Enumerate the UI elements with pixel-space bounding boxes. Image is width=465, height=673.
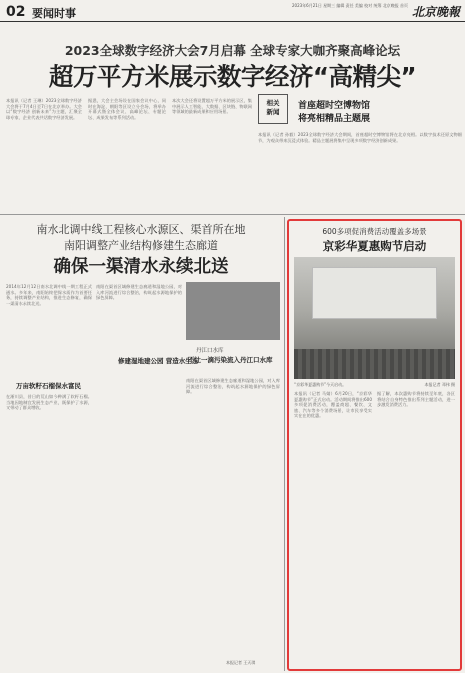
column-divider [284,217,285,671]
left-story-subhead-3-line-1: 修建湿地建公园 营造水生态 [118,357,199,365]
left-story-kicker-1: 南水北调中线工程核心水源区、渠首所在地 [36,223,246,236]
highlight-kicker: 600多项促消费活动覆盖多场景 [322,227,427,236]
section-divider [0,214,465,215]
left-story-body-2: 在淅川县，昔日的荒山如今种满了软籽石榴。当地因地制宜发展生态产业，既保护了水源，又带动了群众增收。 [6,394,92,410]
left-story-photo [186,282,280,340]
issue-meta: 2023年6月21日 星期三 编辑 责任 美编 校对 统筹 北京晚报 首页 [292,3,408,8]
highlighted-story-box[interactable] [287,219,462,671]
highlight-body-1: 本报讯（记者 马婧）6月20日，“京彩华夏惠购节”正式启动。活动期间将推出600多项促消费活动，覆盖商超、餐饮、文旅、汽车等多个消费场景，让市民享受实实在在的优惠。 [294,391,372,418]
page-header [0,0,465,22]
related-news-body: 本报讯（记者 孙毅）2023全球数字经济大会期间，首座超时空博物馆将在北京亮相。以数字技术还原文物细节，为观众带来沉浸式体验。精品主题展将集中呈现多项数字经济创新成果。 [258,132,462,143]
related-news-title-line-2: 将亮相精品主题展 [298,114,371,124]
top-story-col-1: 本报讯（记者 王琳）2023全球数字经济大会将于7月4日至7日在北京举办。大会以“数字经济 创新未来”为主题，汇聚全球专家、企业代表共话数字经济发展。 [6,98,82,120]
related-news-title-line-1: 首座超时空博物馆 [298,101,371,111]
top-story-col-2: 据悉，大会主会场设在国家会议中心，同时在海淀、朝阳等区设立分会场，将举办开幕式暨全体会议、高峰论坛、专题论坛、成果发布等系列活动。 [88,98,166,120]
left-story-body-1: 2014年12月12日南水北调中线一期工程正式通水。多年来，南阳始终把保水质作为首要任务，持续调整产业结构，推进生态修复，确保一渠清水永续北送。 [6,284,92,306]
left-story-subkick: 丹江口水库 [196,348,224,354]
newspaper-logo: 北京晚報 [412,5,461,19]
left-story-headline: 确保一渠清水永续北送 [53,257,229,277]
highlight-photo-credit: 本报记者 邓伟 摄 [424,382,455,387]
highlight-body-2: 据了解，本次惠购节将持续至年底，各区将结合自身特色推出系列主题活动，进一步激发消费活力。 [377,391,455,407]
highlight-caption [294,382,455,388]
related-news-tag-line-2: 新闻 [266,108,280,116]
left-story-body-4: 南阳在渠首区域修建生态廊道和湿地公园，对入库河流进行综合整治，构筑起水源地保护的绿色屏障。 [186,378,280,394]
left-story-subhead-1: 万亩软籽石榴保水富民 [16,382,81,390]
highlight-headline: 京彩华夏惠购节启动 [322,239,427,253]
top-story-headline: 超万平方米展示数字经济“高精尖” [48,62,417,91]
top-story-kicker: 2023全球数字经济大会7月启幕 全球专家大咖齐聚高峰论坛 [64,43,401,58]
highlight-photo [294,257,455,379]
related-news-tag-line-1: 相关 [266,99,280,107]
left-story-kicker-2: 南阳调整产业结构修建生态廊道 [64,239,218,252]
photo-crowd [294,349,455,379]
related-news-tag [258,94,288,124]
left-story-byline: 本报记者 王天琪 [226,660,256,665]
left-story-subhead-2: 不让一滴污染流入丹江口水库 [188,356,273,364]
page-number: 02 [6,4,26,20]
section-title: 要闻时事 [32,7,76,20]
photo-stage [312,267,437,319]
top-story-col-3: 本次大会还将设置超万平方米的展示区，集中展示人工智能、大数据、区块链、物联网等领域的最新成果和应用场景。 [172,98,252,114]
left-story-body-3: 南阳在渠首区域修建生态廊道和湿地公园，对入库河流进行综合整治，构筑起水源地保护的绿色屏障。 [96,284,182,300]
highlight-caption-text: “京彩华夏惠购节”今天启动。 [294,382,347,387]
